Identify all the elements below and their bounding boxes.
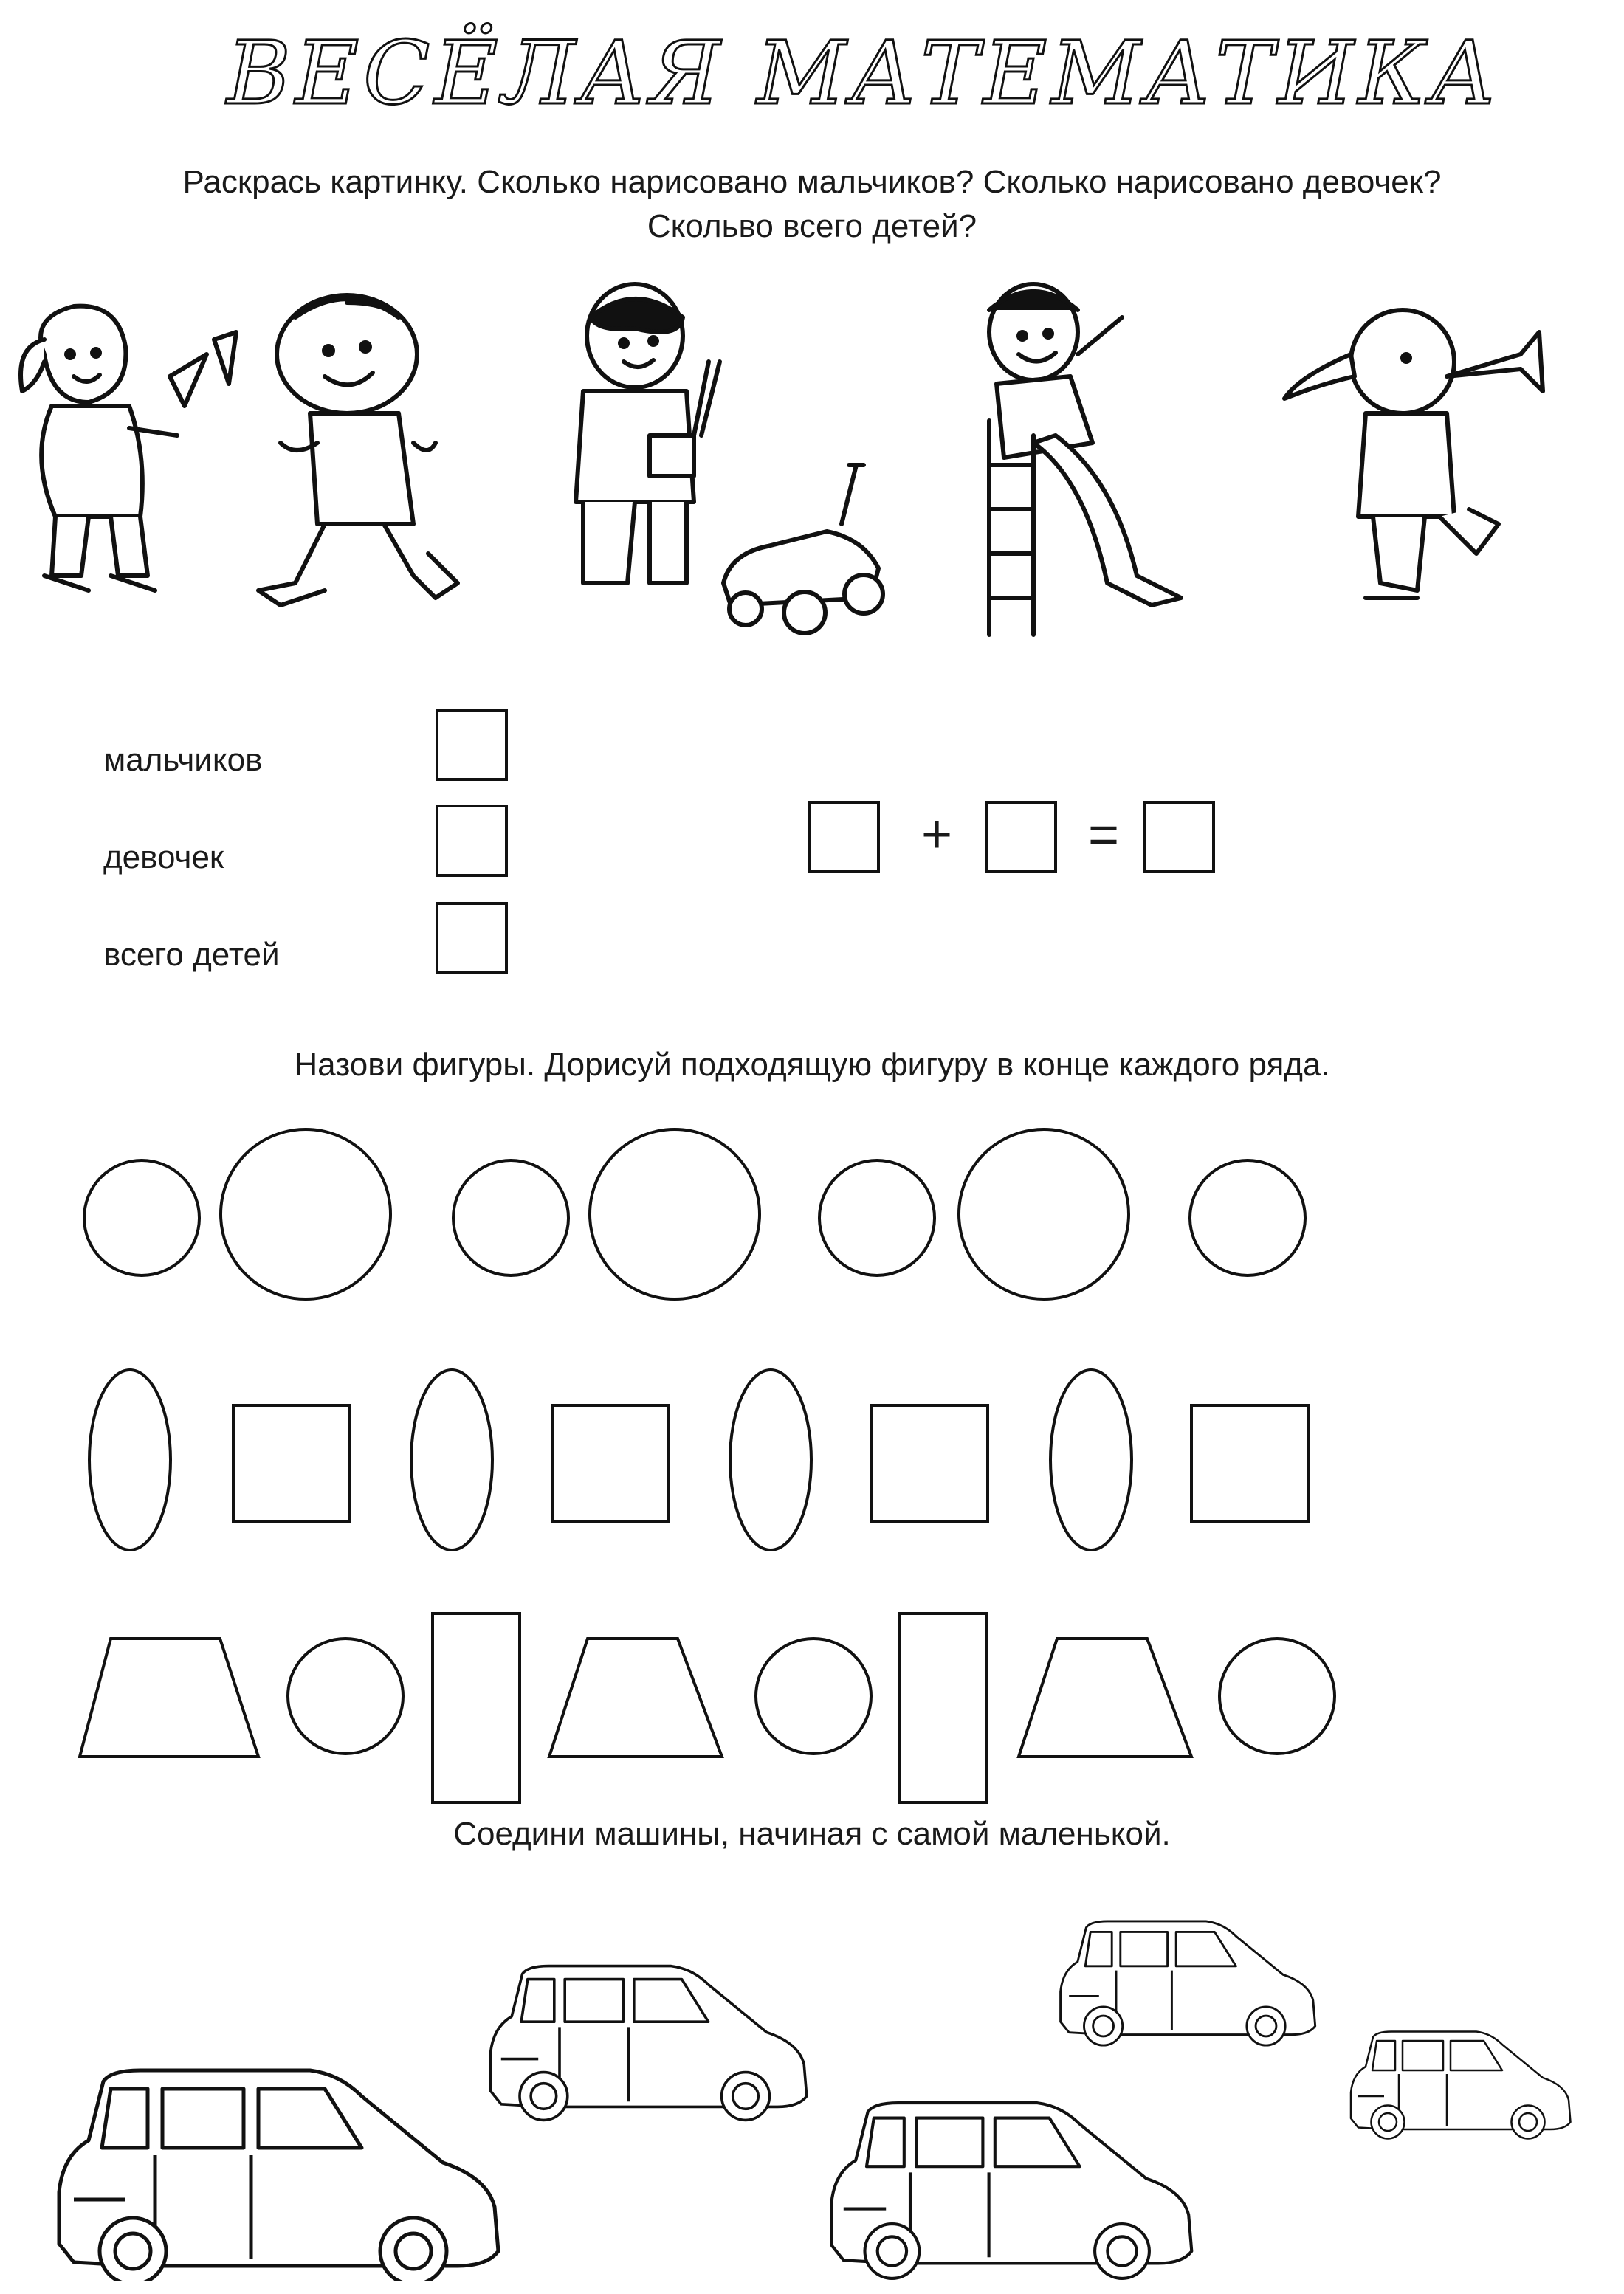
cars-illustration — [0, 1890, 1624, 2281]
large-circle-1 — [221, 1129, 390, 1299]
rectangle-2 — [899, 1613, 986, 1802]
circle-r3-1 — [288, 1639, 403, 1754]
shape-row-2 — [89, 1370, 1308, 1550]
car-medium-icon — [490, 1966, 806, 2121]
equals-sign: = — [1088, 805, 1120, 864]
task1-instruction-line2: Скольво всего детей? — [647, 208, 977, 244]
equation-box-1[interactable] — [808, 801, 880, 873]
task2-instruction: Назови фигуры. Дорисуй подходящую фигуру в конце каждого ряда. — [294, 1047, 1330, 1083]
boy-on-slide-icon — [989, 284, 1181, 635]
square-2 — [552, 1405, 669, 1522]
girl-with-popsicles-icon — [21, 306, 236, 590]
plus-sign: + — [921, 805, 953, 864]
children-illustration — [0, 273, 1624, 657]
small-circle-1 — [84, 1160, 199, 1275]
boy-walking-icon — [258, 295, 458, 605]
total-answer-box[interactable] — [436, 902, 508, 974]
small-circle-4 — [1190, 1160, 1305, 1275]
square-3 — [871, 1405, 988, 1522]
car-smallest-icon — [1351, 2032, 1571, 2139]
rectangle-1 — [433, 1613, 520, 1802]
boy-with-remote-icon — [576, 284, 720, 583]
trapezoid-1 — [80, 1639, 258, 1757]
total-children-label: всего детей — [103, 937, 280, 973]
task1-instruction-line1: Раскрась картинку. Сколько нарисовано мальчиков? Сколько нарисовано девочек? — [182, 164, 1442, 200]
girls-label: девочек — [103, 839, 224, 875]
trapezoid-3 — [1019, 1639, 1191, 1757]
small-circle-3 — [819, 1160, 935, 1275]
boys-label: мальчиков — [103, 742, 263, 778]
toy-car-icon — [723, 465, 883, 633]
girls-answer-box[interactable] — [436, 805, 508, 877]
page-title: ВЕСЁЛАЯ МАТЕМАТИКА — [227, 22, 1501, 124]
square-4 — [1191, 1405, 1308, 1522]
trapezoid-2 — [549, 1639, 722, 1757]
large-circle-3 — [959, 1129, 1129, 1299]
circle-r3-3 — [1219, 1639, 1335, 1754]
shape-row-1 — [84, 1129, 1305, 1299]
car-medium-large-icon — [831, 2103, 1191, 2278]
oval-3 — [730, 1370, 811, 1550]
equation-box-result[interactable] — [1143, 801, 1215, 873]
car-large-icon — [59, 2070, 498, 2281]
car-small-icon — [1061, 1921, 1315, 2045]
small-circle-2 — [453, 1160, 568, 1275]
shapes-rows — [0, 1122, 1624, 1867]
square-1 — [233, 1405, 350, 1522]
equation-box-2[interactable] — [985, 801, 1057, 873]
shape-row-3 — [80, 1613, 1335, 1802]
large-circle-2 — [590, 1129, 760, 1299]
circle-r3-2 — [756, 1639, 871, 1754]
girl-with-trumpet-icon — [1284, 310, 1543, 598]
oval-4 — [1050, 1370, 1132, 1550]
oval-2 — [411, 1370, 492, 1550]
oval-1 — [89, 1370, 171, 1550]
boys-answer-box[interactable] — [436, 709, 508, 781]
task3-instruction: Соедини машины, начиная с самой маленькой. — [453, 1816, 1171, 1852]
